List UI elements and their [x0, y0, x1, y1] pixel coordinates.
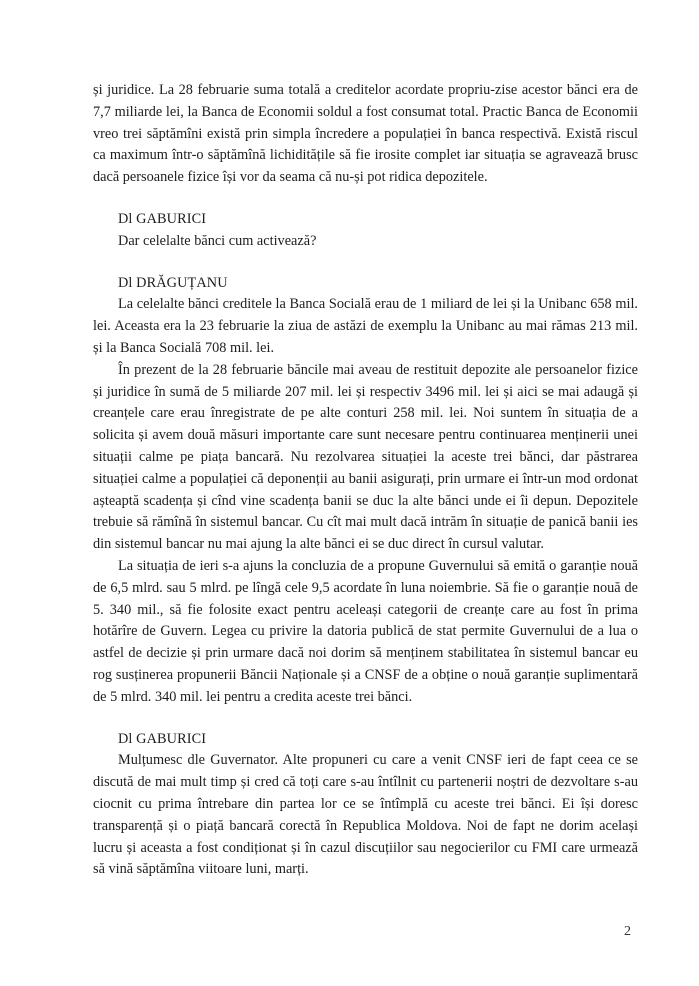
- paragraph-deposits-to-return: În prezent de la 28 februarie băncile mai aveau de restituit depozite ale persoanelor fizice și juridice în sumă de 5 miliarde 207 mil. lei și respectiv 3496 mil. lei și aici se mai adaugă și creanțele care erau înregistrate de pe alte conturi 258 mil. lei. Noi suntem în situația de a solicita și avem două măsuri importante care sunt necesare pentru continuarea menținerii unei situații calme pe piața bancară. Nu rezolvarea situației la aceste trei bănci, dar păstrarea situației calme a populației că deponenții au banii asigurați, prin urmare ei într-un mod ordonat așteaptă scadența și cînd vine scadența banii se duc la alte bănci unde ei îi depun. Depozitele trebuie să rămînă în sistemul bancar. Cu cît mai mult dacă intrăm în situație de panică banii ies din sistemul bancar nu mai ajung la alte bănci ei se duc direct în cursul valutar.: [93, 361, 638, 553]
- paragraph-other-banks-credits: La celelalte bănci creditele la Banca Socială erau de 1 miliard de lei și la Unibanc 658 mil. lei. Aceasta era la 23 februarie la ziua de astăzi de exemplu la Unibanc au mai rămas 213 mil. și la Banca Socială 708 mil. lei.: [93, 296, 638, 356]
- paragraph-question-other-banks: Dar celelalte bănci cum activează?: [118, 232, 317, 249]
- page-number: 2: [624, 924, 631, 939]
- paragraph-liquidity-risk: și juridice. La 28 februarie suma totală a creditelor acordate propriu-zise acestor bănci era de 7,7 miliarde lei, la Banca de Economii soldul a fost consumat total. Practic Banca de Economii vreo trei săptămîni există prin simpla încredere a populației în banca respectivă. Există riscul ca maximum într-o săptămînă lichiditățile să fie irosite complet iar situația se agravează brusc dacă persoanele fizice își vor da seama că nu-și pot ridica depozitele.: [93, 82, 638, 186]
- paragraph-new-guarantee: La situația de ieri s-a ajuns la concluzia de a propune Guvernului să emită o garanție nouă de 6,5 mlrd. sau 5 mlrd. pe lîngă cele 9,5 acordate în luna noiembrie. Să fie o garanție nouă de 5. 340 mil., să fie folosite exact pentru aceleași categorii de creanțe care au fost în prima hotărîre de Guvern. Legea cu privire la datoria publică de stat permite Guvernului de a lua o astfel de decizie și prin urmare dacă noi dorim să menținem stabilitatea în sistemul bancar eu rog susținerea propunerii Băncii Naționale și a CNSF de a obține o nouă garanție suplimentară de 5 mlrd. 340 mil. lei pentru a credita aceste trei bănci.: [93, 557, 638, 705]
- speaker-draguțanu: Dl DRĂGUȚANU: [118, 274, 228, 291]
- speaker-gaburici: Dl GABURICI: [118, 210, 207, 227]
- paragraph-thanks-governor: Mulțumesc dle Guvernator. Alte propuneri cu care a venit CNSF ieri de fapt ceea ce se discută de mai mult timp și cred că toți care s-au întîlnit cu partenerii noștri de dezvoltare s-au ciocnit cu prima întrebare din partea lor ce se întîmplă cu aceste trei bănci. Ei își doresc transparență și o piață bancară corectă în Republica Moldova. Noi de fapt ne dorim același lucru și aceasta a fost condiționat și în cazul discuțiilor sau negocierilor cu FMI care urmează să vină săptămîna viitoare luni, marți.: [93, 752, 638, 878]
- transcript-body: [93, 80, 638, 881]
- speaker-gaburici-second: Dl GABURICI: [118, 730, 207, 747]
